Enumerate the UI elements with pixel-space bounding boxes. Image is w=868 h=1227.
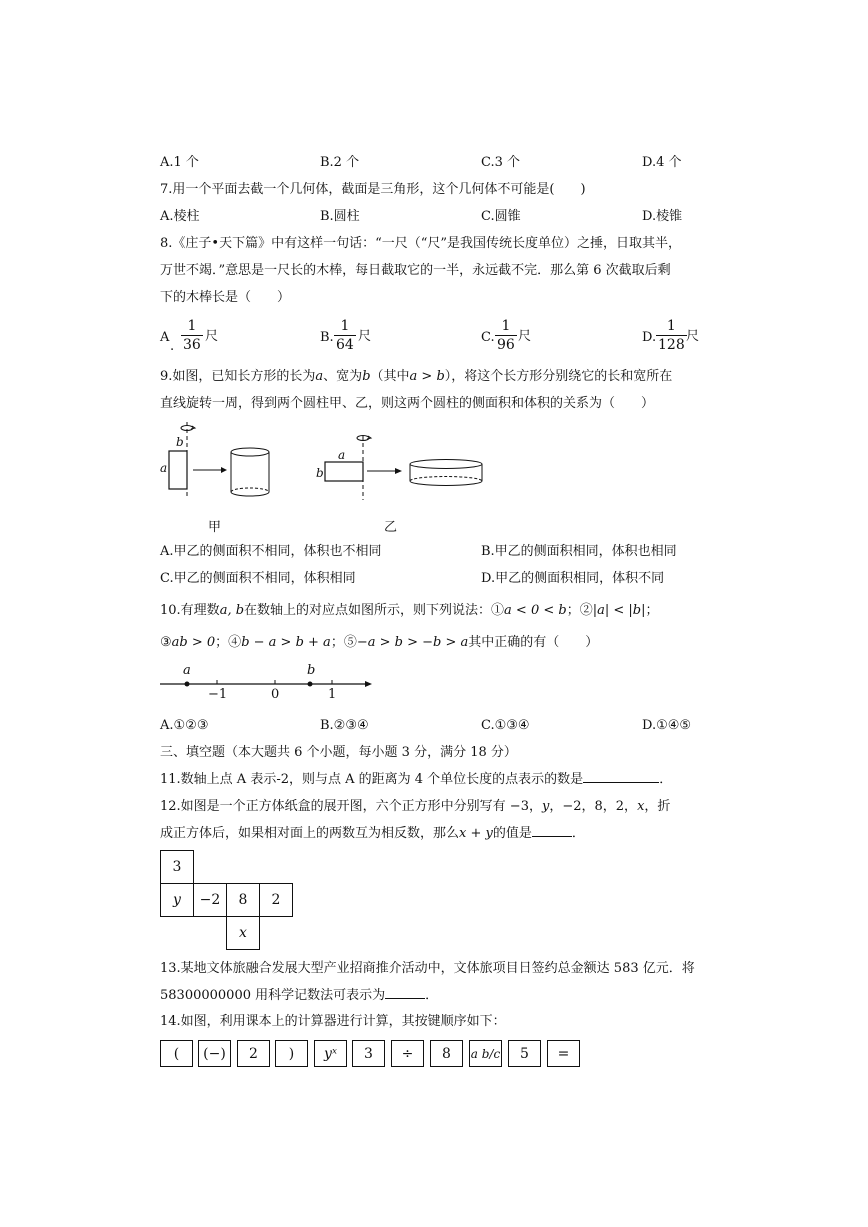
q10-sep-4: ；⑤ (330, 635, 357, 650)
q6-option-d: D.4 个 (642, 155, 682, 170)
q9-fig-label-b-left: b (176, 435, 184, 449)
q9-var-a: a (315, 369, 324, 384)
q10-text-4: 其中正确的有（ ） (468, 635, 599, 650)
q8-line-1: 8.《庄子•天下篇》中有这样一句话：“一尺（“尺”是我国传统长度单位）之捶，日取其半， (160, 236, 682, 251)
q12-line-2 (160, 827, 585, 840)
q10-statement-5: −a > b > −b > a (356, 635, 469, 650)
q13-line-1: 13.某地文体旅融合发展大型产业招商推介活动中，文体旅项目日签约总金额达 583 亿元．将 (160, 961, 695, 976)
q7-option-c: C.圆锥 (481, 209, 521, 224)
q6-option-b: B.2 个 (320, 155, 360, 170)
q8-option-a-unit: 尺 (205, 329, 219, 344)
q10-statement-3: ab > 0 (171, 635, 216, 650)
q10-statement-1: a < 0 < b (504, 603, 567, 618)
q8-line-2: 万世不竭．”意思是一尺长的木棒，每日截取它的一半，永远截不完．那么第 6 次截取后剩 (160, 263, 671, 278)
q10-axis-label-a: a (183, 663, 191, 678)
q10-line-2 (160, 636, 598, 649)
q10-statement-2: |a| < |b| (592, 603, 646, 618)
q12-var-y: y (541, 799, 550, 814)
section-3-heading: 三、填空题（本大题共 6 个小题，每小题 3 分，满分 18 分） (160, 745, 517, 760)
q9-rotation-figure (155, 418, 495, 500)
q8-option-c-letter: C. (481, 330, 495, 345)
q9-option-c: C.甲乙的侧面积不相同，体积相同 (160, 571, 356, 586)
q9-option-d: D.甲乙的侧面积相同，体积不同 (481, 571, 665, 586)
q9-fig-label-b-right: b (316, 466, 324, 480)
q10-statement-4: b − a > b + a (241, 635, 331, 650)
q13-end: ． (425, 988, 439, 1003)
q8-option-b-fraction (334, 319, 356, 352)
key-8[interactable]: 8 (430, 1040, 463, 1067)
q7-option-a: A.棱柱 (160, 209, 200, 224)
q11-text: 11.数轴上点 A 表示-2，则与点 A 的距离为 4 个单位长度的点表示的数是 (160, 772, 584, 787)
q13-line-2 (160, 989, 438, 1002)
fraction-numerator: 1 (187, 318, 197, 334)
q8-option-b-letter: B. (320, 330, 334, 345)
q9-fig-label-a-right: a (338, 448, 346, 462)
key-power[interactable]: yˣ (314, 1040, 347, 1067)
point-a-marker (185, 682, 190, 687)
q9-text-3: （其中 (370, 369, 410, 384)
q12-text-2: ，−2，8，2， (549, 799, 638, 814)
q10-sep-1: ；② (566, 603, 593, 618)
q8-option-a-dot: . (170, 339, 175, 354)
q8-option-b-unit: 尺 (358, 329, 372, 344)
q11-end: ． (659, 772, 673, 787)
fraction-bar (656, 335, 687, 336)
net-cell-2: 2 (259, 883, 293, 917)
q9-option-a: A.甲乙的侧面积不相同，体积也不相同 (160, 544, 382, 559)
q12-text-4: 成正方体后，如果相对面上的两数互为相反数，那么 (160, 826, 460, 841)
net-cell-8: 8 (226, 883, 260, 917)
key-2[interactable]: 2 (237, 1040, 270, 1067)
q9-caption-jia: 甲 (208, 520, 222, 535)
q9-var-b: b (362, 369, 371, 384)
q10-option-d: D.①④⑤ (642, 718, 692, 733)
fraction-denominator: 128 (658, 337, 685, 353)
q9-option-b: B.甲乙的侧面积相同，体积也相同 (481, 544, 677, 559)
q13-answer-blank[interactable] (385, 998, 425, 999)
q10-option-c: C.①③④ (481, 718, 530, 733)
q12-text-1: 12.如图是一个正方体纸盒的展开图，六个正方形中分别写有 −3， (160, 799, 542, 814)
fraction-bar (334, 335, 356, 336)
q10-tick-1: 1 (328, 687, 337, 702)
net-cell-x: x (226, 916, 260, 950)
q10-option-b: B.②③④ (320, 718, 369, 733)
q12-expression: x + y (459, 826, 493, 841)
q9-text-4: ），将这个长方形分别绕它的长和宽所在 (444, 369, 673, 384)
q14-stem: 14.如图，利用课本上的计算器进行计算，其按键顺序如下： (160, 1014, 506, 1029)
key-3[interactable]: 3 (352, 1040, 385, 1067)
q13-text: 58300000000 用科学记数法可表示为 (160, 988, 386, 1003)
q12-text-3: ，折 (644, 799, 671, 814)
q8-option-c-fraction (495, 319, 517, 352)
q6-option-c: C.3 个 (481, 155, 521, 170)
key-divide[interactable]: ÷ (391, 1040, 424, 1067)
q10-text-3: ③ (160, 635, 172, 650)
q10-axis-label-b: b (307, 663, 316, 678)
fraction-numerator: 1 (666, 318, 676, 334)
q10-option-a: A.①②③ (160, 718, 209, 733)
q10-vars: a, b (219, 603, 245, 618)
net-cell-y: y (160, 883, 194, 917)
fraction-bar (495, 335, 517, 336)
q9-text-1: 9.如图，已知长方形的长为 (160, 369, 316, 384)
q9-caption-yi: 乙 (384, 520, 398, 535)
key-negative[interactable]: (−) (198, 1040, 231, 1067)
q12-text-5: 的值是 (492, 826, 532, 841)
q9-line-1 (160, 370, 672, 383)
q10-sep-3: ；④ (215, 635, 242, 650)
fraction-bar (181, 335, 203, 336)
q7-option-d: D.棱锥 (642, 209, 683, 224)
key-5[interactable]: 5 (508, 1040, 541, 1067)
q8-option-d-letter: D. (642, 330, 657, 345)
key-equals[interactable]: = (547, 1040, 580, 1067)
q10-line-1 (160, 604, 659, 617)
q7-stem: 7.用一个平面去截一个几何体，截面是三角形，这个几何体不可能是( ) (160, 182, 586, 197)
q8-option-c-unit: 尺 (518, 329, 532, 344)
fraction-numerator: 1 (340, 318, 350, 334)
q11-answer-blank[interactable] (583, 782, 659, 783)
q8-option-a-fraction (181, 319, 203, 352)
key-close-paren[interactable]: ) (275, 1040, 308, 1067)
q9-fig-label-a-left: a (160, 461, 168, 475)
q11-stem (160, 773, 672, 786)
q12-line-1 (160, 800, 670, 813)
fraction-denominator: 96 (497, 337, 515, 353)
q9-line-2: 直线旋转一周，得到两个圆柱甲、乙，则这两个圆柱的侧面积和体积的关系为（ ） (160, 396, 655, 411)
key-fraction[interactable]: a b/c (469, 1040, 502, 1067)
net-cell-neg2: −2 (193, 883, 227, 917)
q10-tick-neg1: −1 (208, 687, 228, 702)
q10-sep-2: ； (645, 603, 659, 618)
net-cell-top: 3 (160, 850, 194, 884)
q8-option-a-letter: A (160, 330, 170, 345)
q10-tick-0: 0 (271, 687, 280, 702)
fraction-numerator: 1 (501, 318, 511, 334)
q12-end: ． (571, 826, 585, 841)
q12-var-x: x (637, 799, 645, 814)
q10-text-1: 10.有理数 (160, 603, 220, 618)
point-b-marker (308, 682, 313, 687)
fraction-denominator: 36 (183, 337, 201, 353)
q8-option-d-unit: 尺 (686, 329, 700, 344)
q7-option-b: B.圆柱 (320, 209, 360, 224)
q9-inequality: a > b (409, 369, 445, 384)
q8-line-3: 下的木棒长是（ ） (160, 290, 291, 305)
q8-option-d-fraction (656, 319, 687, 352)
q6-option-a: A.1 个 (160, 155, 199, 170)
q10-text-2: 在数轴上的对应点如图所示，则下列说法：① (244, 603, 505, 618)
q9-text-2: 、宽为 (323, 369, 363, 384)
key-open-paren[interactable]: ( (160, 1040, 193, 1067)
q12-answer-blank[interactable] (532, 836, 572, 837)
fraction-denominator: 64 (336, 337, 354, 353)
